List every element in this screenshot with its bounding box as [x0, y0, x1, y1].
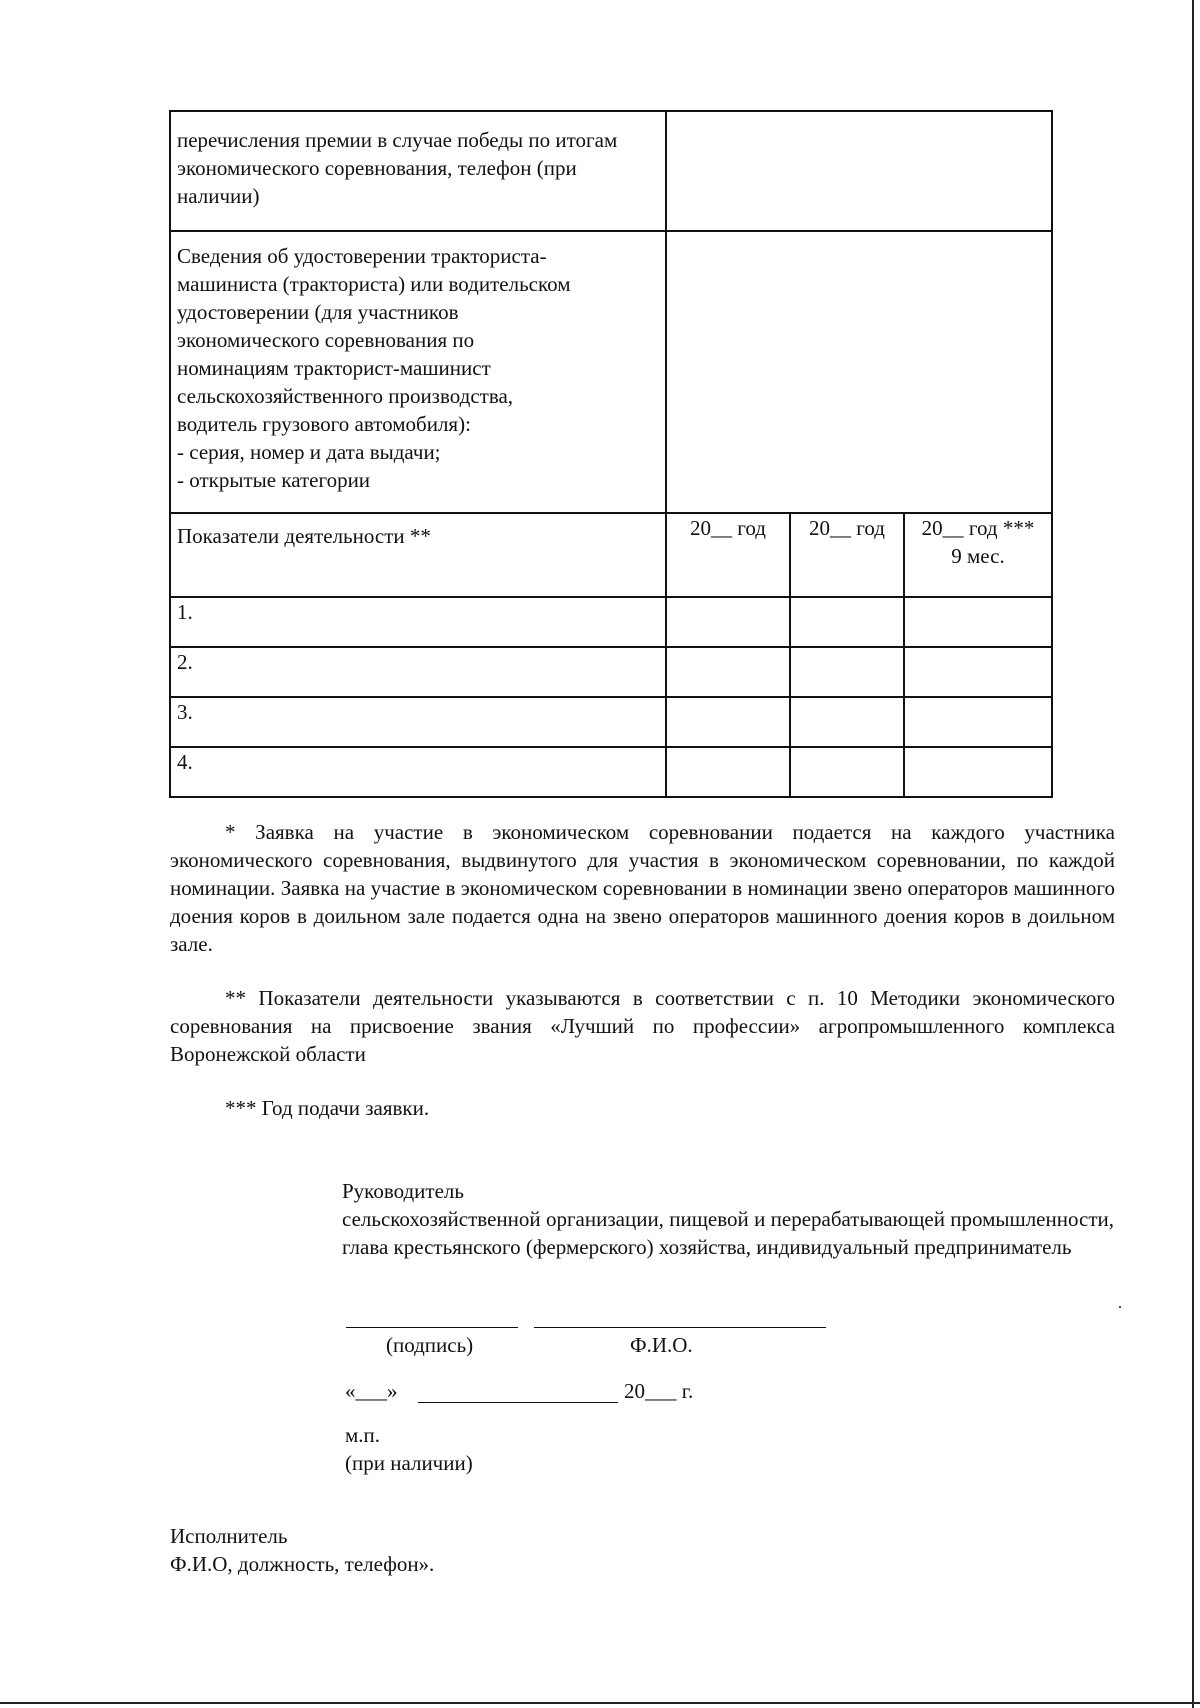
row-cell: [666, 647, 790, 697]
indicators-label-cell: Показатели деятельности **: [170, 513, 666, 597]
fio-line: [534, 1327, 826, 1328]
signer-block: [342, 1177, 1114, 1261]
license-line: экономического соревнования по: [177, 328, 475, 352]
executor-details: Ф.И.О, должность, телефон».: [170, 1552, 435, 1576]
row-number: 3.: [170, 697, 666, 747]
footnote-2: [170, 984, 1115, 1068]
signature-line: [346, 1327, 518, 1328]
table-row: [170, 597, 1052, 647]
footnote-3-text: *** Год подачи заявки.: [225, 1096, 430, 1120]
row-number: 2.: [170, 647, 666, 697]
license-line: номинациям тракторист-машинист: [177, 356, 491, 380]
fio-caption: Ф.И.О.: [630, 1333, 693, 1357]
row-cell: [790, 597, 904, 647]
year2-header: 20__ год: [790, 513, 904, 597]
footnote-1: [170, 818, 1115, 958]
footnote-1-text: * Заявка на участие в экономическом соревновании подается на каждого участника экономического соревнования, выдвинутого для участия в экономическом соревновании, по каждой номинации. Заявка на участие в экономическом соревновании в номинации звено операторов машинного доения коров в доильном зале подается одна на звено операторов машинного доения коров в доильном зале.: [170, 820, 1115, 956]
row-cell: [666, 697, 790, 747]
license-line: водитель грузового автомобиля):: [177, 412, 471, 436]
footnote-3: [170, 1094, 1115, 1122]
date-month-line: [418, 1402, 618, 1403]
premium-value-cell: [666, 111, 1052, 231]
signer-title: Руководитель: [342, 1179, 464, 1203]
table-row-license: [170, 231, 1052, 513]
license-line: Сведения об удостоверении тракториста-: [177, 244, 547, 268]
table-row: [170, 747, 1052, 797]
table-row-indicators-header: [170, 513, 1052, 597]
signature-caption: (подпись): [386, 1333, 474, 1357]
table-row: [170, 697, 1052, 747]
row-cell: [666, 597, 790, 647]
license-line: удостоверении (для участников: [177, 300, 459, 324]
license-line: - открытые категории: [177, 468, 371, 492]
year3-label: 20__ год ***: [921, 516, 1035, 540]
license-line: - серия, номер и дата выдачи;: [177, 440, 441, 464]
date-year: 20___ г.: [624, 1379, 694, 1403]
scan-border-bottom: [0, 1702, 1200, 1704]
row-cell: [790, 647, 904, 697]
license-line: сельскохозяйственного производства,: [177, 384, 514, 408]
application-form-table: [169, 110, 1053, 798]
footnote-2-text: ** Показатели деятельности указываются в соответствии с п. 10 Методики экономического соревнования на присвоение звания «Лучший по профессии» агропромышленного комплекса Воронежской области: [170, 986, 1115, 1066]
row-cell: [790, 697, 904, 747]
table-row: [170, 647, 1052, 697]
stamp-note: (при наличии): [345, 1451, 473, 1475]
license-line: машиниста (тракториста) или водительском: [177, 272, 571, 296]
license-value-cell: [666, 231, 1052, 513]
row-number: 4.: [170, 747, 666, 797]
row-cell: [904, 597, 1052, 647]
license-label-cell: [170, 231, 666, 513]
scan-dot: [1119, 1306, 1121, 1308]
row-number: 1.: [170, 597, 666, 647]
premium-label-cell: перечисления премии в случае победы по итогам экономического соревнования, телефон (при наличии): [170, 111, 666, 231]
year3-header: [904, 513, 1052, 597]
stamp-label: м.п.: [345, 1423, 381, 1447]
row-cell: [904, 647, 1052, 697]
executor-title: Исполнитель: [170, 1524, 288, 1548]
row-cell: [904, 697, 1052, 747]
scan-border-right: [1192, 0, 1194, 1708]
date-day: «___»: [345, 1379, 398, 1403]
row-cell: [904, 747, 1052, 797]
table-row-premium: [170, 111, 1052, 231]
year1-header: 20__ год: [666, 513, 790, 597]
row-cell: [666, 747, 790, 797]
row-cell: [790, 747, 904, 797]
signer-description: сельскохозяйственной организации, пищевой и перерабатывающей промышленности, глава крестьянского (фермерского) хозяйства, индивидуальный предприниматель: [342, 1207, 1114, 1259]
year3-sub-label: 9 мес.: [951, 544, 1005, 568]
